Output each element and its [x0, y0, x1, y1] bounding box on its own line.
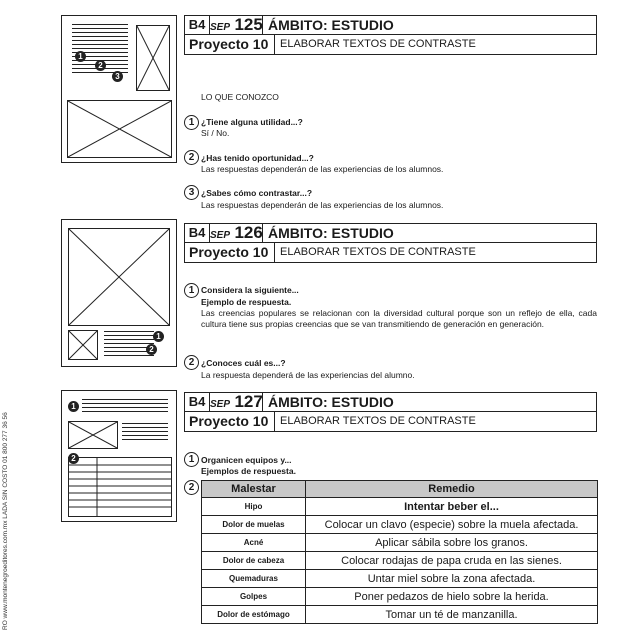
- image-placeholder: [68, 228, 170, 326]
- project-title: ELABORAR TEXTOS DE CONTRASTE: [280, 415, 476, 427]
- answer-paragraph: Las creencias populares se relacionan con la diversidad cultural porque son un reflejo de ella, cada cultura tiene sus propias creencias que se van transmitiendo de generación en generación.: [201, 308, 597, 329]
- malestar-cell: Dolor de estómago: [202, 606, 306, 624]
- callout-2-icon: 2: [68, 453, 79, 464]
- project-title: ELABORAR TEXTOS DE CONTRASTE: [280, 246, 476, 258]
- section-header-125: [184, 15, 597, 55]
- question-text: ¿Conoces cuál es...?: [201, 358, 286, 368]
- table-row: [202, 498, 598, 516]
- callout-2-icon: 2: [95, 60, 106, 71]
- remedio-cell: Tomar un té de manzanilla.: [306, 606, 598, 624]
- remedio-cell: Poner pedazos de hielo sobre la herida.: [306, 588, 598, 606]
- sep-page: SEP 125: [210, 15, 263, 34]
- item-number-icon: 1: [184, 283, 199, 298]
- item-number-icon: 3: [184, 185, 199, 200]
- malestar-cell: Hipo: [202, 498, 306, 516]
- item-number-icon: 2: [184, 355, 199, 370]
- image-placeholder: [136, 25, 170, 91]
- item-number-icon: 2: [184, 150, 199, 165]
- table-row: [202, 570, 598, 588]
- block-label: B4: [185, 224, 210, 242]
- table-row: [202, 534, 598, 552]
- image-placeholder: [67, 100, 172, 158]
- block-label: B4: [185, 16, 210, 34]
- text-lines: [122, 423, 168, 443]
- ambito-title: ÁMBITO: ESTUDIO: [268, 17, 394, 33]
- example-label: Ejemplos de respuesta.: [201, 466, 296, 476]
- section-header-127: [184, 392, 597, 432]
- side-contact-text: RO www.montenegroeditores.com.mx LADA SIN COSTO 01 800 277 36 56: [2, 412, 9, 630]
- malestar-cell: Dolor de cabeza: [202, 552, 306, 570]
- question-text: Considera la siguiente...: [201, 285, 299, 295]
- table-row: [202, 552, 598, 570]
- item-number-icon: 2: [184, 480, 199, 495]
- callout-1-icon: 1: [68, 401, 79, 412]
- remedio-cell: Intentar beber el...: [306, 498, 598, 516]
- section-header-126: [184, 223, 597, 263]
- table-placeholder: [68, 457, 172, 517]
- item-number-icon: 1: [184, 115, 199, 130]
- remedio-cell: Untar miel sobre la zona afectada.: [306, 570, 598, 588]
- ambito-title: ÁMBITO: ESTUDIO: [268, 394, 394, 410]
- question-text: ¿Tiene alguna utilidad...?: [201, 117, 303, 127]
- malestar-cell: Quemaduras: [202, 570, 306, 588]
- project-title: ELABORAR TEXTOS DE CONTRASTE: [280, 38, 476, 50]
- project-label: Proyecto 10: [185, 243, 275, 262]
- callout-2-icon: 2: [146, 344, 157, 355]
- project-label: Proyecto 10: [185, 412, 275, 431]
- image-placeholder: [68, 421, 118, 449]
- answer-text: Las respuestas dependerán de las experiencias de los alumnos.: [201, 200, 444, 210]
- table-row: [202, 516, 598, 534]
- remedio-cell: Colocar rodajas de papa cruda en las sienes.: [306, 552, 598, 570]
- question-text: ¿Sabes cómo contrastar...?: [201, 188, 313, 198]
- section-heading: LO QUE CONOZCO: [201, 92, 279, 102]
- project-label: Proyecto 10: [185, 35, 275, 54]
- question-text: ¿Has tenido oportunidad...?: [201, 153, 314, 163]
- table-header: Malestar: [202, 481, 306, 498]
- answer-text: La respuesta dependerá de las experiencias del alumno.: [201, 370, 415, 380]
- remedies-table: [201, 480, 598, 624]
- table-row: [202, 588, 598, 606]
- ambito-title: ÁMBITO: ESTUDIO: [268, 225, 394, 241]
- sep-page: SEP 127: [210, 392, 263, 411]
- page-thumbnail-125: [61, 15, 177, 163]
- malestar-cell: Golpes: [202, 588, 306, 606]
- text-lines: [82, 399, 168, 415]
- callout-1-icon: 1: [153, 331, 164, 342]
- malestar-cell: Acné: [202, 534, 306, 552]
- answer-text: Las respuestas dependerán de las experiencias de los alumnos.: [201, 164, 444, 174]
- malestar-cell: Dolor de muelas: [202, 516, 306, 534]
- page-thumbnail-127: [61, 390, 177, 522]
- block-label: B4: [185, 393, 210, 411]
- callout-3-icon: 3: [112, 71, 123, 82]
- item-number-icon: 1: [184, 452, 199, 467]
- image-placeholder: [68, 330, 98, 360]
- remedio-cell: Colocar un clavo (especie) sobre la muela afectada.: [306, 516, 598, 534]
- remedio-cell: Aplicar sábila sobre los granos.: [306, 534, 598, 552]
- callout-1-icon: 1: [75, 51, 86, 62]
- question-text: Organicen equipos y...: [201, 455, 292, 465]
- table-row: [202, 606, 598, 624]
- answer-text: Sí / No.: [201, 128, 230, 138]
- table-header: Remedio: [306, 481, 598, 498]
- page-thumbnail-126: [61, 219, 177, 367]
- sep-page: SEP 126: [210, 223, 263, 242]
- example-label: Ejemplo de respuesta.: [201, 297, 292, 307]
